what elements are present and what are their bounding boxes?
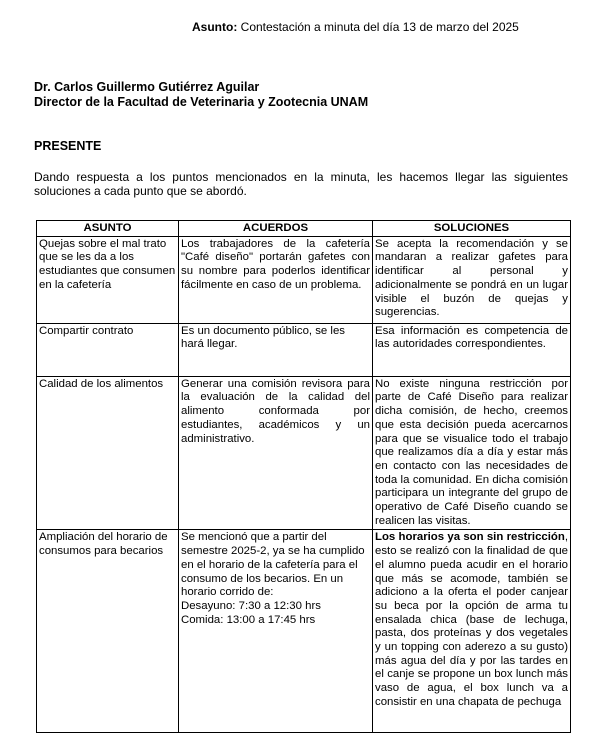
soluciones-text: , esto se realizó con la finalidad de que el alumno pueda acudir en el horario que más se acomode, también se adiciono a la oferta el poder canjear su beca por la opción de arma tu ensalada chica (base de lechuga, pasta, dos proteínas y dos vegetales y un topping con aderezo a su gusto) más agua del día y por las tardes en el canje se propone un box lunch más vaso de agua, el box lunch va a consistir en una chapata de pechuga [375, 531, 568, 708]
cell-asunto: Calidad de los alimentos [37, 376, 179, 530]
cell-soluciones: Se acepta la recomendación y se mandaran a realizar gafetes para identificar al personal y adicionalmente se pondrá en un lugar visible el buzón de quejas y sugerencias. [373, 236, 571, 323]
salutation: PRESENTE [34, 139, 102, 153]
cell-soluciones [373, 530, 571, 733]
cell-soluciones: Esa información es competencia de las autoridades correspondientes. [373, 323, 571, 376]
cell-asunto: Ampliación del horario de consumos para becarios [37, 530, 179, 733]
recipient-name: Dr. Carlos Guillermo Gutiérrez Aguilar [34, 80, 260, 94]
cell-soluciones: No existe ninguna restricción por parte de Café Diseño para realizar dicha comisión, de hecho, creemos que esta decisión pueda acercarnos para que se visualice todo el trabajo que realizamos día a día y estar más en contacto con las necesidades de toda la comunidad. En dicha comisión participara un integrante del grupo de operativo de Café Diseño cuando se realicen las visitas. [373, 376, 571, 530]
subject-text: Contestación a minuta del día 13 de marzo del 2025 [237, 20, 519, 34]
cell-acuerdos [179, 530, 373, 733]
header-soluciones: SOLUCIONES [373, 221, 571, 237]
cell-acuerdos: Generar una comisión revisora para la evaluación de la calidad del alimento conformada por estudiantes, académicos y un administrativo. [179, 376, 373, 530]
subject-label: Asunto: [192, 20, 238, 34]
table-row [37, 236, 571, 323]
cell-acuerdos: Los trabajadores de la cafetería "Café diseño" portarán gafetes con su nombre para poderlos identificar fácilmente en caso de un problema. [179, 236, 373, 323]
cell-acuerdos: Es un documento público, se les hará llegar. [179, 323, 373, 376]
header-acuerdos: ACUERDOS [179, 221, 373, 237]
response-table [36, 220, 571, 733]
cell-asunto: Compartir contrato [37, 323, 179, 376]
recipient-title: Director de la Facultad de Veterinaria y Zootecnia UNAM [34, 95, 369, 109]
acuerdos-text: Se mencionó que a partir del semestre 2025-2, ya se ha cumplido en el horario de la cafetería para el consumo de los becarios. En un horario corrido de: [181, 531, 365, 599]
cell-asunto: Quejas sobre el mal trato que se les da a los estudiantes que consumen en la cafetería [37, 236, 179, 323]
subject-line [192, 20, 519, 34]
table-row [37, 323, 571, 376]
acuerdos-desayuno: Desayuno: 7:30 a 12:30 hrs [181, 599, 321, 612]
table-row [37, 530, 571, 733]
header-asunto: ASUNTO [37, 221, 179, 237]
recipient-block [34, 80, 368, 110]
acuerdos-comida: Comida: 13:00 a 17:45 hrs [181, 613, 316, 626]
table-row [37, 376, 571, 530]
soluciones-lead: Los horarios ya son sin restricción [375, 531, 565, 544]
table-header-row [37, 221, 571, 237]
intro-paragraph: Dando respuesta a los puntos mencionados en la minuta, les hacemos llegar las siguientes soluciones a cada punto que se abordó. [34, 170, 568, 198]
